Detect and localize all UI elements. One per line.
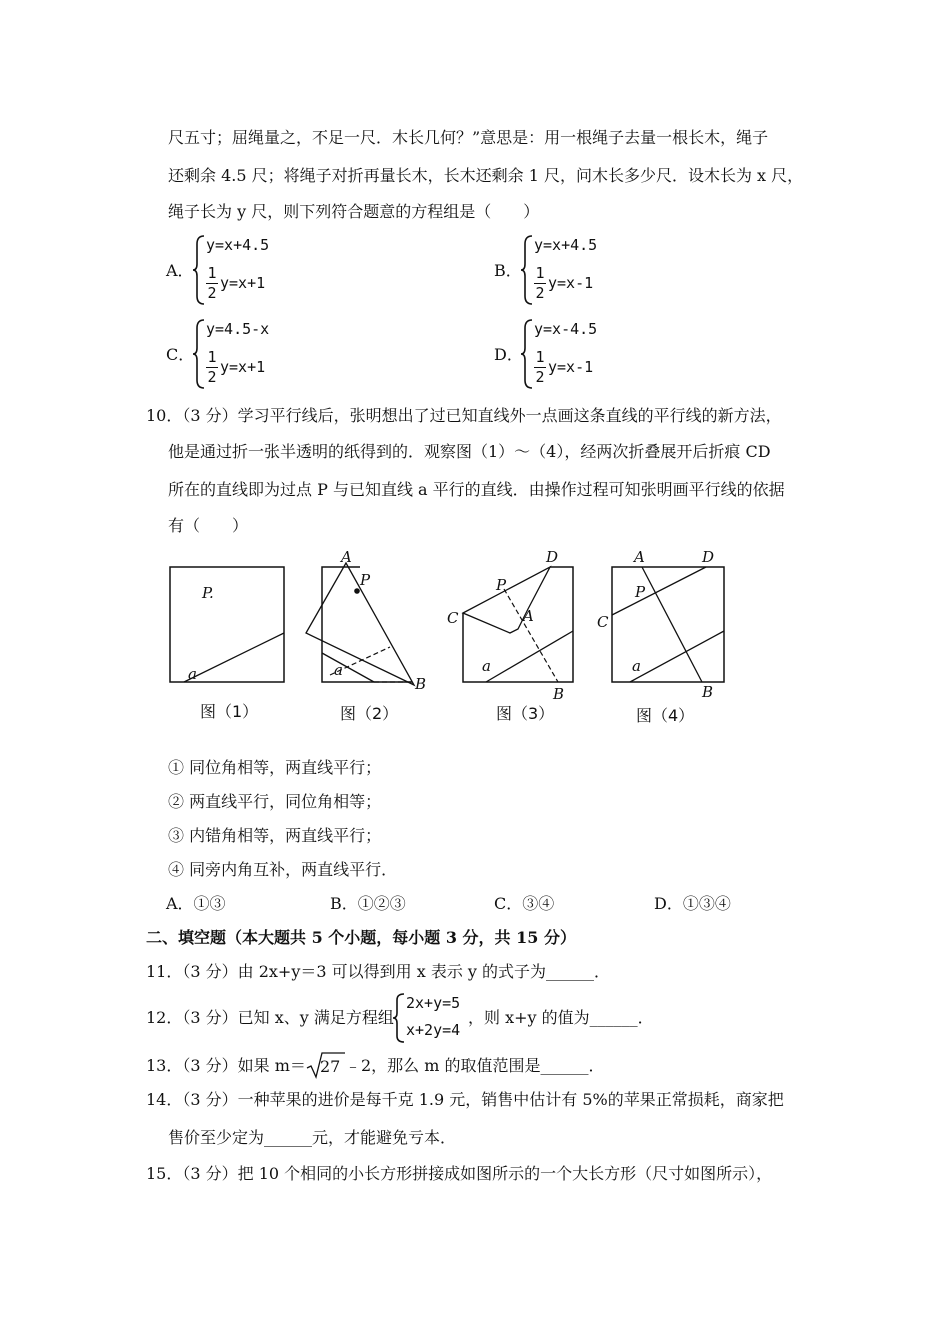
- label-a-point: A: [341, 548, 352, 566]
- fraction-denominator: 2: [207, 284, 217, 302]
- figure-1-caption: 图（1）: [200, 702, 259, 721]
- equation-2: y=x-1: [548, 358, 594, 376]
- q10-line-1: 10．（3 分）学习平行线后，张明想出了过已知直线外一点画这条直线的平行线的新方法，: [146, 406, 782, 425]
- equation-1: y=x-4.5: [534, 320, 598, 338]
- label-p: P: [360, 571, 371, 589]
- figure-2-caption: 图（2）: [340, 704, 399, 723]
- label-a: a: [632, 657, 641, 675]
- q12-prefix: 12．（3 分）已知 x、y 满足方程组: [146, 1008, 394, 1027]
- q9-line-2: 还剩余 4.5 尺；将绳子对折再量长木，长木还剩余 1 尺，问木长多少尺．设木长为 x 尺，: [168, 166, 804, 185]
- figure-3: [447, 548, 573, 703]
- label-p: P: [496, 576, 507, 594]
- q10-option-d[interactable]: D．①③④: [654, 894, 731, 913]
- section-2-title: 二、填空题（本大题共 5 个小题，每小题 3 分，共 15 分）: [146, 928, 576, 947]
- label-b: B: [553, 685, 565, 703]
- q10-item-3: ③ 内错角相等，两直线平行；: [168, 826, 382, 845]
- label-a-point: A: [634, 548, 645, 566]
- label-a-point: A: [523, 607, 534, 625]
- q12-equation-2: x+2y=4: [406, 1021, 461, 1039]
- fraction-denominator: 2: [535, 368, 545, 386]
- equation-2: y=x+1: [220, 358, 266, 376]
- q13-suffix: ﹣2，那么 m 的取值范围是______．: [345, 1056, 605, 1075]
- fraction-numerator: 1: [535, 264, 545, 282]
- label-c: C: [447, 609, 459, 627]
- q10-option-a[interactable]: A．①③: [166, 894, 226, 913]
- option-label: A．: [166, 261, 194, 280]
- figure-2: [306, 548, 426, 693]
- label-b: B: [702, 683, 714, 701]
- brace-icon: [520, 234, 534, 306]
- q11-text: 11．（3 分）由 2x+y＝3 可以得到用 x 表示 y 的式子为______．: [146, 962, 611, 981]
- figure-4-caption: 图（4）: [636, 706, 695, 725]
- q10-line-3: 所在的直线即为过点 P 与已知直线 a 平行的直线．由操作过程可知张明画平行线的依据: [168, 480, 785, 499]
- q10-line-2: 他是通过折一张半透明的纸得到的．观察图（1）～（4），经两次折叠展开后折痕 CD: [168, 442, 771, 461]
- q10-line-4: 有（ ）: [168, 516, 249, 535]
- q10-item-1: ① 同位角相等，两直线平行；: [168, 758, 382, 777]
- label-c: C: [597, 613, 609, 631]
- q10-option-c[interactable]: C．③④: [494, 894, 555, 913]
- q10-item-2: ② 两直线平行，同位角相等；: [168, 792, 382, 811]
- q10-item-4: ④ 同旁内角互补，两直线平行．: [168, 860, 398, 879]
- q10-option-b[interactable]: B．①②③: [330, 894, 406, 913]
- option-label: C．: [166, 345, 195, 364]
- label-p: P: [635, 583, 646, 601]
- equation-1: y=x+4.5: [534, 236, 598, 254]
- option-label: D．: [494, 345, 523, 364]
- label-b: B: [415, 675, 427, 693]
- q9-line-1: 尺五寸；屈绳量之，不足一尺．木长几何？”意思是：用一根绳子去量一根长木，绳子: [168, 128, 769, 147]
- q10-figures: [160, 545, 740, 725]
- brace-icon: [520, 318, 534, 390]
- brace-icon: [192, 234, 206, 306]
- fraction-numerator: 1: [535, 348, 545, 366]
- brace-icon: [392, 992, 406, 1044]
- fraction-denominator: 2: [535, 284, 545, 302]
- figure-4: [597, 548, 724, 701]
- equation-1: y=4.5-x: [206, 320, 270, 338]
- fraction-denominator: 2: [207, 368, 217, 386]
- q12-suffix: ，则 x+y 的值为______．: [468, 1008, 654, 1027]
- label-d: D: [702, 548, 715, 566]
- figure-1: [170, 567, 284, 683]
- equation-1: y=x+4.5: [206, 236, 270, 254]
- equation-2: y=x-1: [548, 274, 594, 292]
- q12-equation-1: 2x+y=5: [406, 994, 461, 1012]
- fraction-numerator: 1: [207, 348, 217, 366]
- label-d: D: [546, 548, 559, 566]
- q13-prefix: 13．（3 分）如果 m＝: [146, 1056, 306, 1075]
- option-label: B．: [494, 261, 522, 280]
- q14-line-2: 售价至少定为______元，才能避免亏本．: [168, 1128, 457, 1147]
- brace-icon: [192, 318, 206, 390]
- figure-3-caption: 图（3）: [496, 704, 555, 723]
- label-a: a: [188, 665, 197, 683]
- q14-line-1: 14．（3 分）一种苹果的进价是每千克 1.9 元，销售中估计有 5%的苹果正常损耗，商家把: [146, 1090, 784, 1109]
- label-p: P.: [202, 584, 214, 602]
- label-a: a: [482, 657, 491, 675]
- q15-text: 15．（3 分）把 10 个相同的小长方形拼接成如图所示的一个大长方形（尺寸如图所示），: [146, 1164, 773, 1183]
- equation-2: y=x+1: [220, 274, 266, 292]
- label-a: a: [334, 661, 343, 679]
- q13-radicand: 27: [320, 1057, 341, 1076]
- q9-line-3: 绳子长为 y 尺，则下列符合题意的方程组是（ ）: [168, 202, 540, 221]
- fraction-numerator: 1: [207, 264, 217, 282]
